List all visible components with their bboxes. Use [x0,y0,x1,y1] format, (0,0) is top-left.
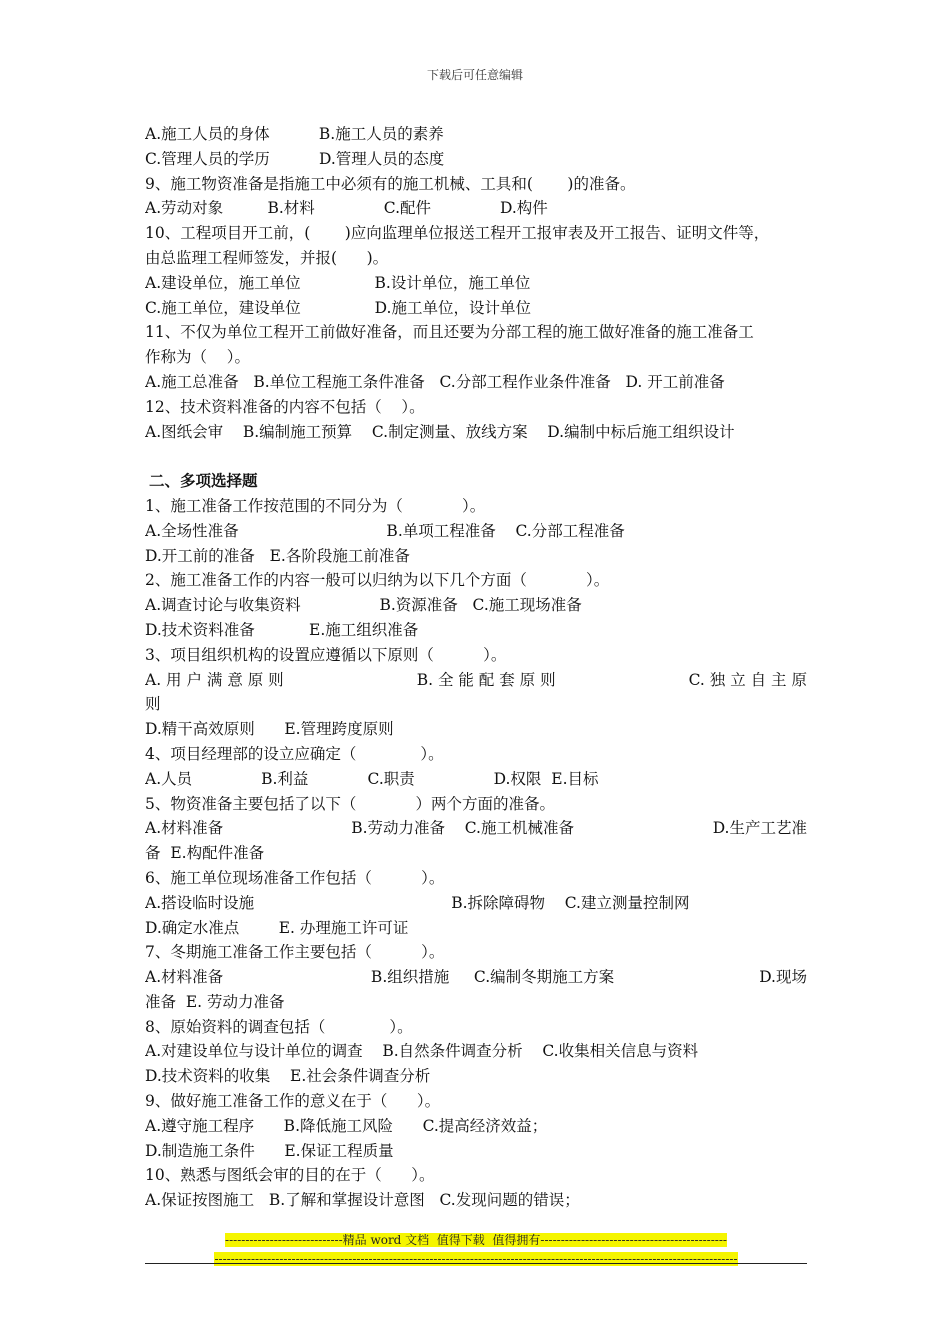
text-line: A.搭设临时设施 B.拆除障碍物 C.建立测量控制网 [145,893,690,912]
document-body [145,122,807,1213]
text-line: 10、工程项目开工前，( )应向监理单位报送工程开工报审表及开工报告、证明文件等， [145,224,770,243]
multiple-choice-block-3 [145,841,807,965]
text-line: 1、施工准备工作按范围的不同分为（ ）。 [145,496,486,515]
text-line: 8、原始资料的调查包括（ ）。 [145,1017,413,1036]
text-line: A.图纸会审 B.编制施工预算 C.制定测量、放线方案 D.编制中标后施工组织设计 [145,422,735,441]
text-line: C.管理人员的学历 D.管理人员的态度 [145,149,445,168]
text-line: 3、项目组织机构的设置应遵循以下原则（ ）。 [145,645,507,664]
multiple-choice-block-1 [145,494,807,668]
text-line: C.施工单位，建设单位 D.施工单位，设计单位 [145,298,531,317]
blank-line [145,444,807,469]
section-title: 二、多项选择题 [149,471,258,491]
text-line: A.全场性准备 B.单项工程准备 C.分部工程准备 [145,521,625,540]
q3-option-c: C. 独 立 自 主 原 [688,670,807,689]
text-line: 4、项目经理部的设立应确定（ ）。 [145,744,444,763]
footer-rule [145,1263,807,1264]
text-line: A.调查讨论与收集资料 B.资源准备 C.施工现场准备 [145,596,582,615]
text-line: D.制造施工条件 E.保证工程质量 [145,1141,394,1160]
text-line: 6、施工单位现场准备工作包括（ ）。 [145,868,445,887]
text-line: A.施工人员的身体 B.施工人员的素养 [145,125,444,143]
text-line: A.建设单位，施工单位 B.设计单位，施工单位 [145,273,531,292]
footer-banner [145,1229,807,1267]
text-line: 由总监理工程师签发，并报( )。 [145,248,389,267]
q7-options-right: D.现场 [759,968,807,987]
text-line: 备 E.构配件准备 [145,844,265,863]
text-line: D.技术资料的收集 E.社会条件调查分析 [145,1067,431,1086]
q7-options-line [145,965,807,990]
multiple-choice-block-4 [145,990,807,1213]
text-line: 2、施工准备工作的内容一般可以归纳为以下几个方面（ ）。 [145,571,610,590]
q3-options-line [145,668,807,693]
text-line: 5、物资准备主要包括了以下（ ）两个方面的准备。 [145,794,555,813]
text-line: 则 [145,695,161,714]
q3-option-a: A. 用 户 满 意 原 则 [145,670,284,689]
footer-banner-line-2: --------------------------------------------------------------------------------------------------------------------------------- [214,1252,738,1266]
text-line: D.确定水准点 E. 办理施工许可证 [145,918,409,937]
text-line: D.精干高效原则 E.管理跨度原则 [145,720,394,739]
q7-options-left: A.材料准备 B.组织措施 C.编制冬期施工方案 [145,968,615,987]
text-line: A.遵守施工程序 B.降低施工风险 C.提高经济效益； [145,1116,548,1135]
text-line: A.对建设单位与设计单位的调查 B.自然条件调查分析 C.收集相关信息与资料 [145,1042,699,1061]
text-line: 作称为（ ）。 [145,348,250,367]
text-line: 7、冬期施工准备工作主要包括（ ）。 [145,943,445,962]
text-line: 准备 E. 劳动力准备 [145,992,285,1011]
text-line: 12、技术资料准备的内容不包括（ ）。 [145,397,425,416]
text-line: A.保证按图施工 B.了解和掌握设计意图 C.发现问题的错误； [145,1191,580,1210]
q5-options-left: A.材料准备 B.劳动力准备 C.施工机械准备 [145,819,574,838]
text-line: 11、不仅为单位工程开工前做好准备，而且还要为分部工程的施工做好准备的施工准备工 [145,323,754,342]
text-line: 10、熟悉与图纸会审的目的在于（ ）。 [145,1166,435,1185]
q5-options-right: D.生产工艺准 [712,819,807,838]
text-line: D.开工前的准备 E.各阶段施工前准备 [145,546,410,565]
text-line: D.技术资料准备 E.施工组织准备 [145,620,419,639]
multiple-choice-block-2 [145,692,807,816]
page-header: 下载后可任意编辑 [426,68,523,82]
text-line: A.劳动对象 B.材料 C.配件 D.构件 [145,199,548,218]
text-line: 9、做好施工准备工作的意义在于（ ）。 [145,1092,441,1111]
q3-option-b: B. 全 能 配 套 原 则 [416,670,556,689]
text-line: 9、施工物资准备是指施工中必须有的施工机械、工具和( )的准备。 [145,174,636,193]
single-choice-continued [145,122,807,444]
text-line: A.施工总准备 B.单位工程施工条件准备 C.分部工程作业条件准备 D. 开工前准备 [145,372,725,391]
text-line: A.人员 B.利益 C.职责 D.权限 E.目标 [145,769,599,788]
q5-options-line [145,816,807,841]
footer-banner-line-1: -----------------------------精品 word 文档 值得下载 值得拥有---------------------------------------------- [225,1233,727,1247]
